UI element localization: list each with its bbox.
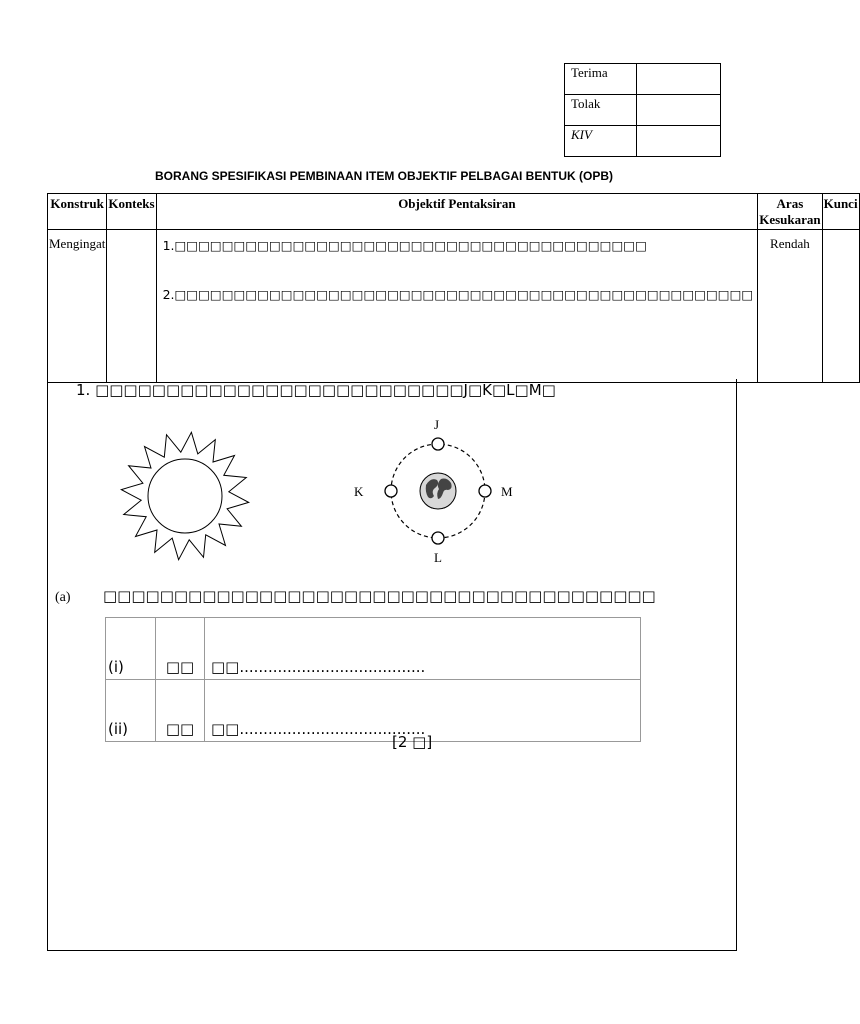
status-terima-box[interactable] <box>637 64 721 95</box>
subquestion-label: (a) <box>55 590 71 605</box>
sun-icon <box>121 432 248 559</box>
objective-1: 1.□□□□□□□□□□□□□□□□□□□□□□□□□□□□□□□□□□□□□□□□ <box>162 238 647 253</box>
answer-number: (i) <box>106 618 156 680</box>
subquestion-text: □□□□□□□□□□□□□□□□□□□□□□□□□□□□□□□□□□□□□□□ <box>103 587 656 605</box>
header-konteks: Konteks <box>107 194 156 230</box>
answer-prefix: □□ <box>156 618 205 680</box>
answer-table <box>105 617 641 742</box>
status-terima: Terima <box>565 64 637 95</box>
label-j: J <box>434 417 440 432</box>
cell-objektif <box>156 230 758 383</box>
status-table <box>564 63 721 157</box>
question-text: 1. □□□□□□□□□□□□□□□□□□□□□□□□□□J□K□L□M□ <box>76 381 556 399</box>
status-kiv: KIV <box>565 126 637 157</box>
position-k <box>385 485 397 497</box>
label-l: L <box>434 550 442 565</box>
answer-row <box>106 680 641 742</box>
answer-row <box>106 618 641 680</box>
cell-aras: Rendah <box>758 230 822 383</box>
earth-icon <box>420 473 456 509</box>
status-kiv-box[interactable] <box>637 126 721 157</box>
cell-konteks <box>107 230 156 383</box>
position-l <box>432 532 444 544</box>
cell-konstruk: Mengingat <box>48 230 107 383</box>
question-box <box>47 379 737 951</box>
header-konstruk: Konstruk <box>48 194 107 230</box>
header-aras: Aras Kesukaran <box>758 194 822 230</box>
answer-line[interactable]: □□....................................... <box>205 618 641 680</box>
form-title: BORANG SPESIFIKASI PEMBINAAN ITEM OBJEKTIF PELBAGAI BENTUK (OPB) <box>154 169 614 183</box>
position-j <box>432 438 444 450</box>
status-tolak-box[interactable] <box>637 95 721 126</box>
marks-label: [2 □] <box>392 733 433 751</box>
status-tolak: Tolak <box>565 95 637 126</box>
answer-prefix: □□ <box>156 680 205 742</box>
cell-kunci <box>822 230 859 383</box>
header-objektif: Objektif Pentaksiran <box>156 194 758 230</box>
label-k: K <box>354 484 364 499</box>
label-m: M <box>501 484 513 499</box>
header-kunci: Kunci <box>822 194 859 230</box>
answer-number: (ii) <box>106 680 156 742</box>
spec-table <box>47 193 860 383</box>
sun-earth-diagram <box>98 415 598 575</box>
position-m <box>479 485 491 497</box>
objective-2: 2.□□□□□□□□□□□□□□□□□□□□□□□□□□□□□□□□□□□□□□□□□□□□□□□□□ <box>162 287 754 302</box>
answer-line[interactable]: □□....................................... <box>205 680 641 742</box>
